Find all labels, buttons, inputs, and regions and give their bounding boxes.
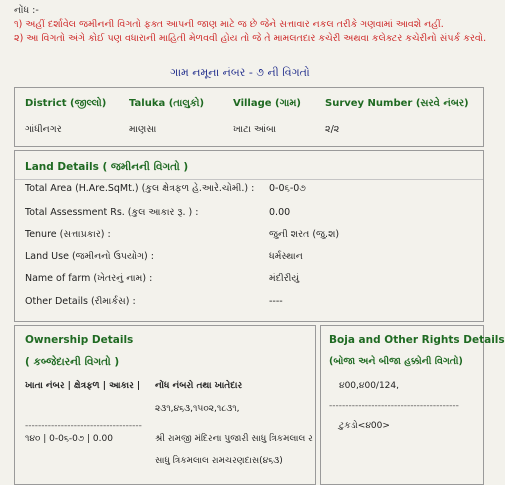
note-line-2: ૨) આ વિગતો અંગે કોઈ પણ વધારાની માહિતી મેળવવી હોય તો જે તે મામલતદાર કચેરી અથવા કલેક્ટર કચેરીનો સંપર્ક કરવો. <box>14 33 487 44</box>
district-value: ગાંધીનગર <box>25 124 62 135</box>
district-label: District (જીલ્લો) <box>25 98 107 109</box>
total-area-label: Total Area (H.Are.SqMt.) (કુલ ક્ષેત્રફળ હે.આરે.ચોમી.) : <box>25 183 255 194</box>
village-value: ખાટા આંબા <box>233 124 277 135</box>
survey-number-label: Survey Number (સરવે નંબર) <box>325 98 469 109</box>
boja-rights-panel <box>320 325 505 485</box>
boja-subheading: (બોજા અને બીજા હક્કોની વિગતો) <box>329 356 463 367</box>
entry-numbers: ૨૩૧,૪૬૩,૧૫૦૨,૧૮૩૧, <box>155 404 240 414</box>
village-label: Village (ગામ) <box>233 98 301 109</box>
tukdo-entry: ટુકડો<૪00> <box>339 421 390 431</box>
divider <box>15 179 483 180</box>
farm-name-value: મંદીરીયું <box>269 273 300 284</box>
holder-column-header: નોંધ નંબરો તથા ખાતેદાર <box>155 381 243 391</box>
assessment-value: 0.00 <box>269 207 291 218</box>
village-form-title: ગામ નમૂના નંબર - ૭ ની વિગતો <box>170 66 310 79</box>
note-line-1: ૧) અહીં દર્શાવેલ જમીનની વિગતો ફક્ત આપની જાણ માટે જ છે જેને સત્તાવાર નકલ તરીકે ગણવામાં આવશે નહીં. <box>14 19 444 30</box>
notes-header: નોંધ :- <box>14 5 39 16</box>
tenure-value: જુની શરત (જુ.શ) <box>269 229 340 240</box>
assessment-label: Total Assessment Rs. (કુલ આકાર રૂ. ) : <box>25 207 199 218</box>
tenure-label: Tenure (સત્તાપ્રકાર) : <box>25 229 111 240</box>
ownership-heading: Ownership Details <box>25 334 134 346</box>
row-separator: ------------------------------------ <box>25 421 142 431</box>
land-use-label: Land Use (જમીનનો ઉપયોગ) : <box>25 251 154 262</box>
farm-name-label: Name of farm (ખેતરનું નામ) : <box>25 273 153 284</box>
boja-separator: ---------------------------------------- <box>329 401 459 411</box>
land-use-value: ધર્મસ્થાન <box>269 251 303 262</box>
holder-name-line-2: સાધુ ત્રિકમલાલ રામચરણદાસ(૪૬૩) <box>155 456 283 466</box>
location-summary-panel <box>14 87 484 147</box>
taluka-value: માણસા <box>129 124 157 135</box>
land-details-panel <box>14 150 484 322</box>
ownership-subheading: ( કબ્જેદારની વિગતો ) <box>25 356 120 368</box>
khata-row-value: ૧૪૦ | 0-0૬-0૭ | 0.00 <box>25 434 113 444</box>
notes-section <box>14 4 487 46</box>
other-details-value: ---- <box>269 296 283 307</box>
khata-column-header: ખાતા નંબર | ક્ષેત્રફળ | આકાર | <box>25 381 141 391</box>
total-area-value: 0-0૬-0૭ <box>269 183 306 194</box>
boja-heading: Boja and Other Rights Details <box>329 334 505 346</box>
land-details-heading: Land Details ( જમીનની વિગતો ) <box>25 161 189 173</box>
taluka-label: Taluka (તાલુકો) <box>129 98 205 109</box>
other-details-label: Other Details (રીમાર્કસ) : <box>25 296 136 307</box>
ownership-details-panel <box>14 325 316 485</box>
survey-number-value: ૨/૨ <box>325 124 340 135</box>
holder-name-line-1: શ્રી રામજી મંદિરના પુજારી સાધુ ત્રિકમલાલ ર <box>155 434 313 444</box>
boja-entry-numbers: ૪00,૪00/124, <box>339 381 399 391</box>
